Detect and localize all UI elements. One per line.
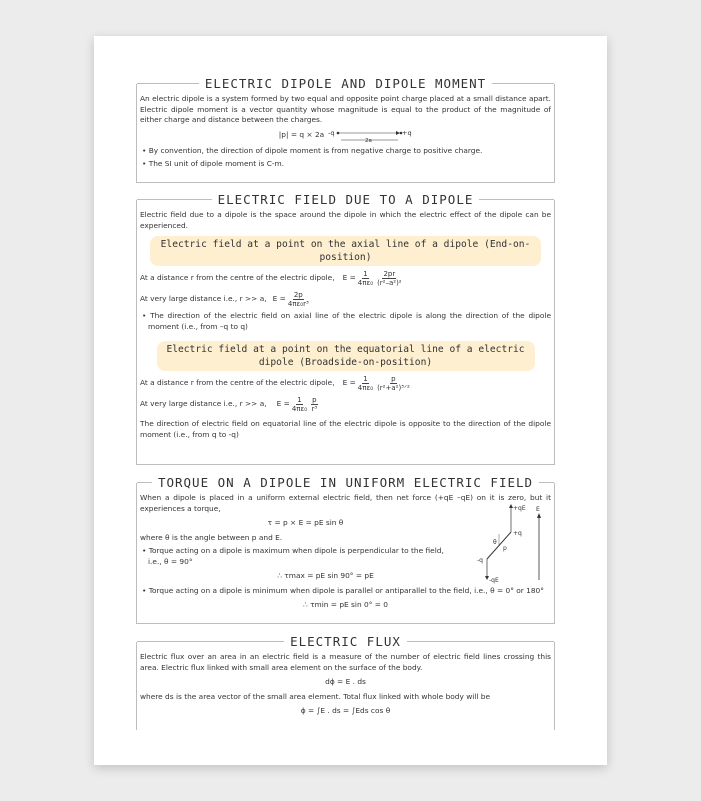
axial-text: At a distance r from the centre of the electric dipole, bbox=[140, 273, 335, 283]
dipole-arrowhead bbox=[396, 131, 400, 135]
charge-neg-label: -q bbox=[477, 557, 483, 564]
torque-max-equation: ∴ τmax = pE sin 90° = pE bbox=[277, 571, 374, 580]
section-title: ELECTRIC DIPOLE AND DIPOLE MOMENT bbox=[204, 75, 487, 91]
force-neg-label: -qE bbox=[489, 577, 499, 584]
neg-charge-label: -q bbox=[328, 128, 335, 137]
equatorial-fraction-2: $\frac{p}{\text{(r²+a²)³ᐟ²}}$ bbox=[377, 375, 410, 392]
pos-charge-label: +q bbox=[402, 128, 412, 137]
equatorial-fraction-1: $\frac{1}{\text{4πε₀}}$ bbox=[357, 375, 374, 392]
dipole-moment-formula: |p| = q × 2a bbox=[278, 130, 325, 140]
dipole-sketch bbox=[328, 129, 412, 143]
torque-min-equation: ∴ τmin = pE sin 0° = 0 bbox=[303, 600, 388, 609]
bullet-si-unit: • The SI unit of dipole moment is C-m. bbox=[142, 159, 285, 168]
document-page bbox=[94, 36, 607, 765]
axial-heading: Electric field at a point on the axial line of a dipole (End-on-position) bbox=[150, 236, 541, 266]
axial-direction-bullet: • The direction of the electric field on axial line of the electric dipole is along the direction of the dipole moment (i.e., from –q to q) bbox=[142, 311, 551, 331]
neg-charge bbox=[337, 131, 340, 134]
equatorial-large-fraction-2: $\frac{p}{\text{r³}}$ bbox=[311, 396, 318, 413]
bullet-direction: • By convention, the direction of dipole moment is from negative charge to positive charge. bbox=[142, 145, 483, 155]
equatorial-large-fraction-1: $\frac{1}{\text{4πε₀}}$ bbox=[291, 396, 308, 413]
separation-label: 2a bbox=[365, 137, 373, 143]
field-vector-arrow bbox=[537, 513, 541, 518]
field-label: E bbox=[536, 506, 540, 513]
flux-definition: Electric flux over an area in an electric field is a measure of the number of electric field lines crossing this area. Electric flux linked with small area element on the surface of the body. bbox=[140, 652, 551, 672]
equatorial-large-text: At very large distance i.e., r >> a, bbox=[140, 399, 267, 409]
equatorial-large-row bbox=[140, 396, 551, 413]
section-title: ELECTRIC FLUX bbox=[290, 633, 401, 649]
section-title: ELECTRIC FIELD DUE TO A DIPOLE bbox=[217, 191, 474, 207]
theta-label: θ bbox=[493, 539, 497, 546]
flux-total-equation: ϕ = ∫E . ds = ∫Eds cos θ bbox=[300, 706, 391, 715]
axial-large-row bbox=[140, 291, 551, 308]
torque-intro: When a dipole is placed in a uniform external electric field, then net force (+qE –qE) on it is zero, but it experiences a torque, bbox=[140, 493, 551, 513]
field-intro: Electric field due to a dipole is the space around the dipole in which the electric effect of the dipole can be experienced. bbox=[140, 210, 551, 230]
axial-eq-lhs: E = bbox=[342, 273, 356, 283]
torque-max-bullet: • Torque acting on a dipole is maximum when dipole is perpendicular to the field, bbox=[142, 546, 444, 555]
dipole-definition: An electric dipole is a system formed by two equal and opposite point charge placed at a small distance apart. Electric dipole moment is a vector quantity whose magnitude is equal to the product of the magnitude of either charge and distance between the charges. bbox=[140, 94, 551, 124]
flux-element-equation: dϕ = E . ds bbox=[325, 677, 366, 686]
torque-diagram bbox=[477, 504, 547, 584]
torque-min-bullet: • Torque acting on a dipole is minimum when dipole is parallel or antiparallel to the field, i.e., θ = 0° or 180° bbox=[142, 585, 544, 595]
section-torque bbox=[136, 474, 555, 624]
torque-equation: τ = p × E = pE sin θ bbox=[267, 518, 344, 527]
axial-fraction-2: $\frac{2pr}{\text{(r²–a²)²}}$ bbox=[377, 270, 402, 287]
flux-area-note: where ds is the area vector of the small area element. Total flux linked with whole body will be bbox=[140, 691, 490, 701]
section-field-due-to-dipole bbox=[136, 191, 555, 465]
axial-fraction-1: $\frac{1}{\text{4πε₀}}$ bbox=[357, 270, 374, 287]
torque-angle-note: where θ is the angle between p and E. bbox=[140, 532, 283, 542]
equatorial-formula-row bbox=[140, 375, 551, 392]
section-flux bbox=[136, 633, 555, 730]
equatorial-text: At a distance r from the centre of the electric dipole, bbox=[140, 378, 335, 388]
dipole-moment-label: p bbox=[503, 545, 507, 552]
equatorial-eq-lhs: E = bbox=[342, 378, 356, 388]
force-pos-label: +qE bbox=[513, 505, 526, 512]
axial-formula-row bbox=[140, 270, 551, 287]
section-dipole-moment bbox=[136, 75, 555, 183]
axial-large-lhs: E = bbox=[272, 294, 286, 304]
axial-large-fraction: $\frac{2p}{\text{4πε₀r³}}$ bbox=[287, 291, 309, 308]
equatorial-large-lhs: E = bbox=[276, 399, 290, 409]
torque-max-condition: i.e., θ = 90° bbox=[148, 556, 193, 566]
axial-large-text: At very large distance i.e., r >> a, bbox=[140, 294, 267, 304]
dipole-moment-formula-row bbox=[140, 129, 551, 143]
equatorial-heading: Electric field at a point on the equatorial line of a electric dipole (Broadside-on-position) bbox=[157, 341, 535, 371]
charge-pos-label: +q bbox=[513, 530, 522, 537]
section-title: TORQUE ON A DIPOLE IN UNIFORM ELECTRIC FIELD bbox=[157, 474, 534, 490]
equatorial-direction: The direction of electric field on equatorial line of the electric dipole is opposite to the direction of the dipole moment (i.e., from q to -q) bbox=[140, 419, 551, 439]
